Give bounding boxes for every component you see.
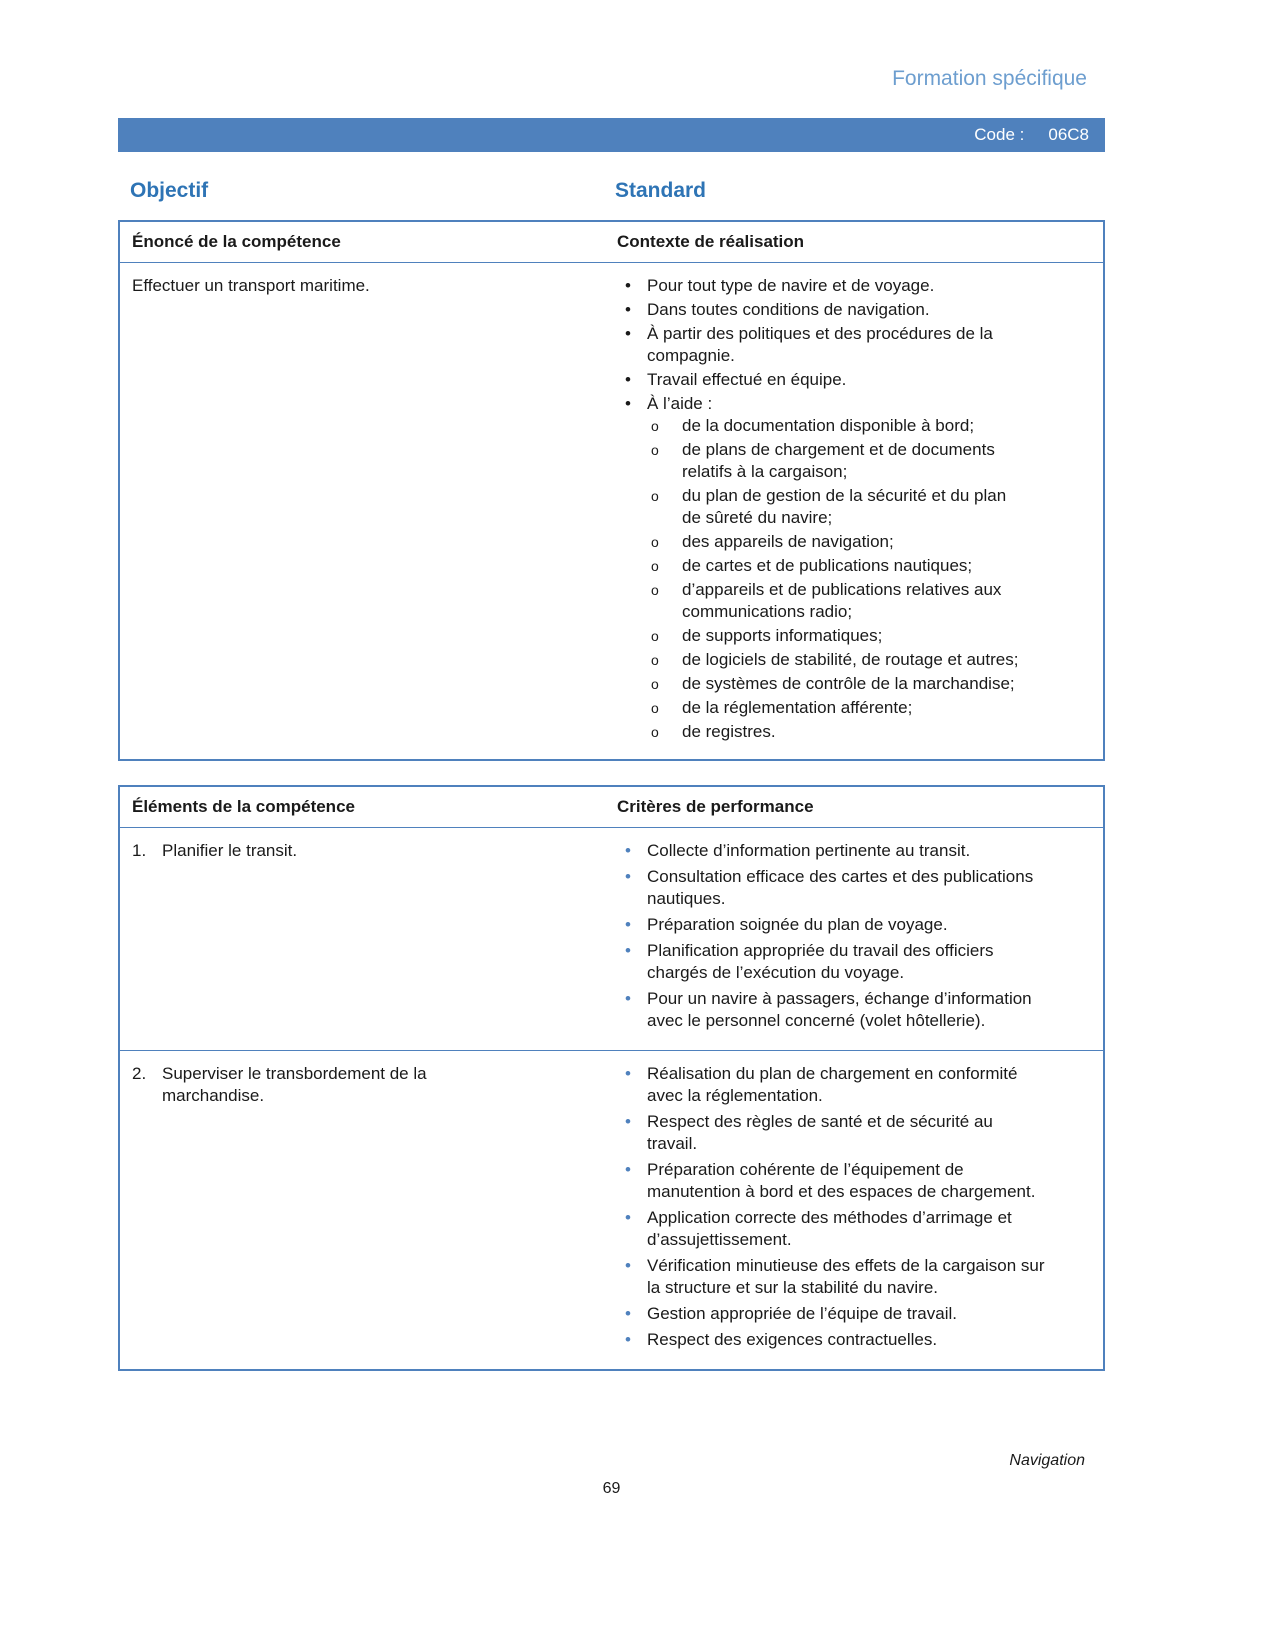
element-2-number: 2. bbox=[132, 1064, 147, 1083]
section-title: Formation spécifique bbox=[892, 67, 1087, 90]
element-1-number: 1. bbox=[132, 841, 147, 860]
criteria-1-cell bbox=[617, 828, 1103, 1050]
competence-table-header-row bbox=[120, 222, 1103, 263]
bullet-text: Planification appropriée du travail des officiers chargés de l’exécution du voyage. bbox=[647, 941, 994, 982]
bullet-text: Réalisation du plan de chargement en conformité avec la réglementation. bbox=[647, 1064, 1018, 1105]
code-label: Code : bbox=[974, 125, 1025, 144]
criteria-list-2 bbox=[617, 1063, 1097, 1351]
sub-bullet-item bbox=[647, 555, 1082, 577]
bullet-item bbox=[617, 940, 1097, 984]
bullet-item bbox=[617, 914, 1097, 936]
sub-bullet-item bbox=[647, 531, 1082, 553]
page-number: 69 bbox=[602, 1480, 621, 1497]
elements-table-header-row bbox=[120, 787, 1103, 828]
sub-bullet-text: de supports informatiques; bbox=[682, 626, 883, 645]
sub-bullet-item bbox=[647, 439, 1082, 483]
bullet-item bbox=[617, 1207, 1097, 1251]
bullet-item bbox=[617, 275, 1097, 297]
bullet-text: Respect des exigences contractuelles. bbox=[647, 1330, 938, 1349]
sub-bullet-item bbox=[647, 673, 1082, 695]
bullet-item bbox=[617, 1303, 1097, 1325]
sub-bullet-text: de cartes et de publications nautiques; bbox=[682, 556, 973, 575]
column-headings bbox=[118, 178, 1105, 204]
bullet-text: Application correcte des méthodes d’arrimage et d’assujettissement. bbox=[647, 1208, 1012, 1249]
contexte-header: Contexte de réalisation bbox=[617, 232, 805, 251]
element-row-1 bbox=[120, 828, 1103, 1050]
element-1-cell bbox=[120, 828, 617, 1050]
elements-table bbox=[118, 785, 1105, 1371]
footer-section-label: Navigation bbox=[1009, 1452, 1085, 1469]
bullet-item bbox=[617, 840, 1097, 862]
bullet-item bbox=[617, 1063, 1097, 1107]
bullet-item bbox=[617, 1159, 1097, 1203]
sub-bullet-item bbox=[647, 625, 1082, 647]
sub-bullet-text: de plans de chargement et de documents relatifs à la cargaison; bbox=[682, 440, 995, 481]
bullet-item bbox=[617, 299, 1097, 321]
element-2-title: Superviser le transbordement de la marchandise. bbox=[162, 1064, 427, 1105]
bullet-text: Consultation efficace des cartes et des publications nautiques. bbox=[647, 867, 1034, 908]
bullet-text: Vérification minutieuse des effets de la cargaison sur la structure et sur la stabilité du navire. bbox=[647, 1256, 1045, 1297]
sub-bullet-item bbox=[647, 697, 1082, 719]
bullet-item bbox=[617, 323, 1097, 367]
bullet-text: Travail effectué en équipe. bbox=[647, 370, 847, 389]
bullet-text: Respect des règles de santé et de sécurité au travail. bbox=[647, 1112, 993, 1153]
bullet-text: Préparation cohérente de l’équipement de manutention à bord et des espaces de chargement. bbox=[647, 1160, 1036, 1201]
bullet-text: À partir des politiques et des procédures de la compagnie. bbox=[647, 324, 993, 365]
sub-bullet-text: de la documentation disponible à bord; bbox=[682, 416, 975, 435]
bullet-item bbox=[617, 393, 1097, 743]
competence-table bbox=[118, 220, 1105, 761]
sub-bullet-item bbox=[647, 485, 1082, 529]
sub-bullet-item bbox=[647, 721, 1082, 743]
sub-bullet-text: d’appareils et de publications relatives aux communications radio; bbox=[682, 580, 1002, 621]
bullet-item bbox=[617, 1111, 1097, 1155]
element-row-2 bbox=[120, 1050, 1103, 1369]
sub-bullet-list bbox=[647, 415, 1082, 743]
sub-bullet-text: de la réglementation afférente; bbox=[682, 698, 913, 717]
competence-table-body-row bbox=[120, 263, 1103, 759]
context-list bbox=[617, 275, 1097, 743]
bullet-item bbox=[617, 1329, 1097, 1351]
sub-bullet-text: du plan de gestion de la sécurité et du plan de sûreté du navire; bbox=[682, 486, 1007, 527]
bullet-text: Gestion appropriée de l’équipe de travail. bbox=[647, 1304, 957, 1323]
sub-bullet-text: de logiciels de stabilité, de routage et autres; bbox=[682, 650, 1019, 669]
criteria-2-cell bbox=[617, 1051, 1103, 1369]
objectif-heading: Objectif bbox=[130, 179, 209, 202]
criteres-header: Critères de performance bbox=[617, 797, 814, 816]
sub-bullet-text: de systèmes de contrôle de la marchandise; bbox=[682, 674, 1015, 693]
competence-statement: Effectuer un transport maritime. bbox=[132, 276, 370, 295]
sub-bullet-item bbox=[647, 415, 1082, 437]
bullet-text: À l’aide : bbox=[647, 394, 713, 413]
bullet-text: Collecte d’information pertinente au transit. bbox=[647, 841, 971, 860]
bullet-item bbox=[617, 866, 1097, 910]
standard-heading: Standard bbox=[615, 179, 707, 202]
elements-header: Éléments de la compétence bbox=[132, 797, 355, 816]
bullet-text: Pour tout type de navire et de voyage. bbox=[647, 276, 935, 295]
sub-bullet-item bbox=[647, 649, 1082, 671]
element-1-title: Planifier le transit. bbox=[162, 841, 298, 860]
page-content bbox=[118, 0, 1105, 1395]
bullet-text: Pour un navire à passagers, échange d’information avec le personnel concerné (volet hôtellerie). bbox=[647, 989, 1032, 1030]
criteria-list-1 bbox=[617, 840, 1097, 1032]
bullet-item bbox=[617, 1255, 1097, 1299]
contexte-cell bbox=[617, 263, 1103, 759]
sub-bullet-text: des appareils de navigation; bbox=[682, 532, 894, 551]
bullet-text: Dans toutes conditions de navigation. bbox=[647, 300, 930, 319]
code-banner bbox=[118, 118, 1105, 152]
sub-bullet-item bbox=[647, 579, 1082, 623]
enonce-header: Énoncé de la compétence bbox=[132, 232, 341, 251]
element-2-cell bbox=[120, 1051, 617, 1369]
bullet-item bbox=[617, 988, 1097, 1032]
bullet-text: Préparation soignée du plan de voyage. bbox=[647, 915, 948, 934]
code-value: 06C8 bbox=[1048, 125, 1089, 144]
sub-bullet-text: de registres. bbox=[682, 722, 776, 741]
bullet-item bbox=[617, 369, 1097, 391]
